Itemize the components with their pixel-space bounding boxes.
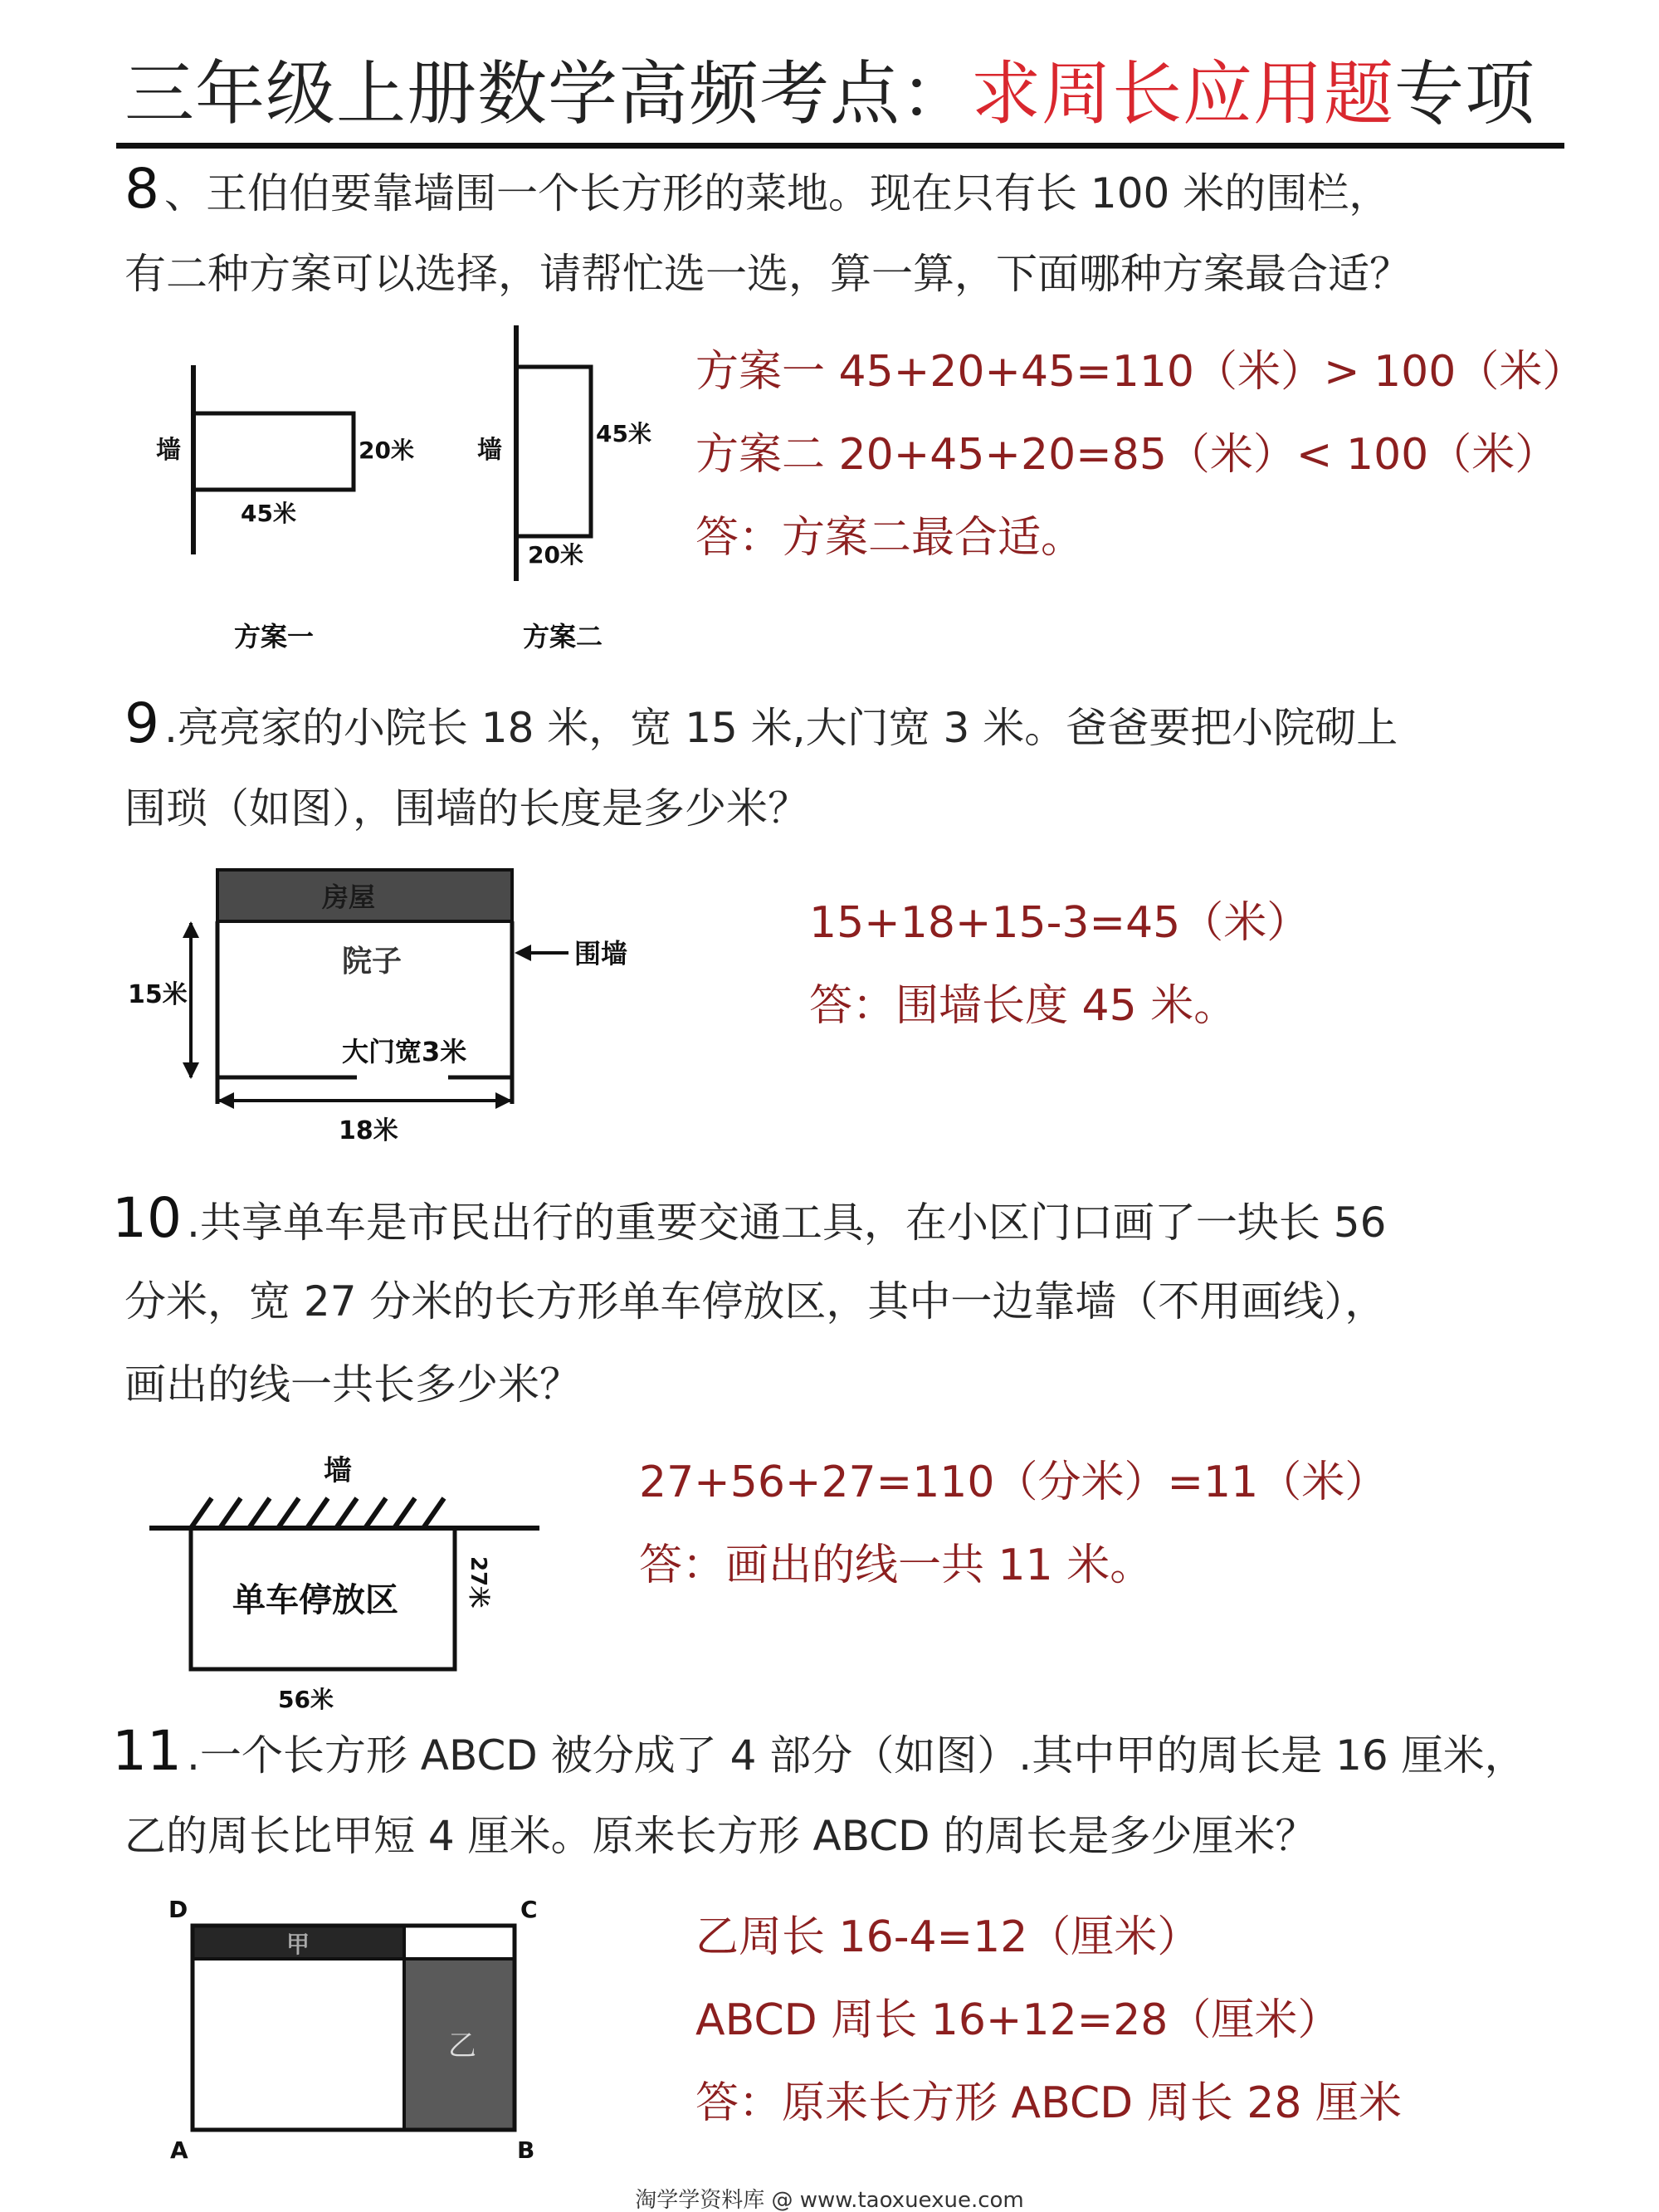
plan1-wall-label: 墙 (156, 436, 181, 465)
plan2-side-label: 45米 (596, 420, 651, 447)
height-label: 15米 (128, 980, 188, 1009)
region-yi-label: 乙 (448, 2029, 476, 2063)
problem-8-line-1: 8 、王伯伯要靠墙围一个长方形的菜地。现在只有长 100 米的围栏， (124, 157, 1391, 221)
plan2-field (516, 367, 591, 536)
width-arrow-left (217, 1092, 234, 1109)
plan2-caption: 方案二 (523, 621, 603, 652)
problem-number: 9 (124, 691, 159, 755)
problem-9-figure (124, 855, 664, 1154)
title-highlight: 求周长应用题 (971, 53, 1395, 134)
problem-10-figure (145, 1448, 560, 1731)
plan1-side-label: 20米 (359, 437, 414, 464)
bottom-label: 56米 (278, 1686, 334, 1713)
plan1-caption: 方案一 (234, 621, 315, 652)
problem-10-answer-1: 27+56+27=110（分米）=11（米） (639, 1458, 1388, 1507)
problem-9-answer-2: 答：围墙长度 45 米。 (809, 981, 1237, 1031)
title-colon: ： (900, 53, 972, 134)
problem-11-line-2: 乙的周长比甲短 4 厘米。原来长方形 ABCD 的周长是多少厘米？ (124, 1812, 1317, 1860)
title-prefix: 三年级上册数学高频考点 (124, 53, 901, 134)
region-jia-label: 甲 (286, 1931, 310, 1958)
wall-label: 围墙 (574, 938, 628, 969)
problem-8-line-2: 有二种方案可以选择，请帮忙选一选，算一算，下面哪种方案最合适？ (124, 250, 1411, 298)
problem-number: 11 (112, 1719, 182, 1783)
page-title (124, 40, 1560, 148)
wall-hatching (191, 1498, 444, 1528)
yard-label: 院子 (342, 945, 403, 979)
problem-10-line-1: 10 .共享单车是市民出行的重要交通工具，在小区门口画了一块长 56 (112, 1186, 1387, 1250)
problem-10-line-3: 画出的线一共长多少米？ (124, 1360, 581, 1409)
width-label: 18米 (339, 1116, 398, 1145)
problem-10-line-2: 分米，宽 27 分米的长方形单车停放区，其中一边靠墙（不用画线）， (124, 1277, 1387, 1326)
width-arrow-right (495, 1092, 512, 1109)
problem-11-answer-2: ABCD 周长 16+12=28（厘米） (695, 1995, 1341, 2045)
vertex-c-label: C (520, 1896, 538, 1923)
plan1-bottom-label: 45米 (241, 500, 296, 527)
height-arrow-top (183, 921, 199, 938)
vertex-a-label: A (170, 2136, 188, 2164)
vertex-b-label: B (517, 2136, 535, 2164)
footer-watermark: 淘学学资料库 @ www.taoxuexue.com (635, 2188, 1024, 2212)
problem-11-line-1: 11 .一个长方形 ABCD 被分成了 4 部分（如图）.其中甲的周长是 16 厘米， (112, 1719, 1526, 1783)
problem-8-figure (141, 315, 672, 681)
problem-8-answer-1: 方案一 45+20+45=110（米）> 100（米） (695, 347, 1586, 397)
problem-number: 8 (124, 157, 159, 221)
wall-label: 墙 (324, 1454, 352, 1487)
plan2-wall-label: 墙 (477, 436, 502, 465)
height-arrow-bottom (183, 1062, 199, 1079)
problem-10-answer-2: 答：画出的线一共 11 米。 (639, 1541, 1154, 1590)
problem-9-answer-1: 15+18+15-3=45（米） (809, 898, 1310, 948)
house-label: 房屋 (322, 881, 376, 913)
plan1-field (193, 413, 354, 490)
side-label: 27米 (466, 1556, 490, 1609)
problem-9-line-2: 围琐（如图），围墙的长度是多少米？ (124, 784, 809, 833)
problem-9-line-1: 9 .亮亮家的小院长 18 米，宽 15 米,大门宽 3 米。爸爸要把小院砌上 (124, 691, 1398, 755)
problem-number: 10 (112, 1186, 182, 1250)
problem-11-answer-1: 乙周长 16-4=12（厘米） (695, 1912, 1201, 1962)
vertex-d-label: D (168, 1896, 188, 1923)
problem-11-answer-3: 答：原来长方形 ABCD 周长 28 厘米 (695, 2078, 1402, 2128)
problem-8-answer-3: 答：方案二最合适。 (695, 513, 1085, 563)
problem-8-answer-2: 方案二 20+45+20=85（米）< 100（米） (695, 430, 1559, 480)
title-suffix: 专项 (1394, 53, 1536, 134)
problem-11-figure (162, 1891, 568, 2173)
wall-arrow-head (515, 945, 531, 961)
parking-area-label: 单车停放区 (232, 1581, 398, 1619)
plan2-bottom-label: 20米 (528, 541, 583, 569)
gate-label: 大门宽3米 (342, 1036, 467, 1067)
